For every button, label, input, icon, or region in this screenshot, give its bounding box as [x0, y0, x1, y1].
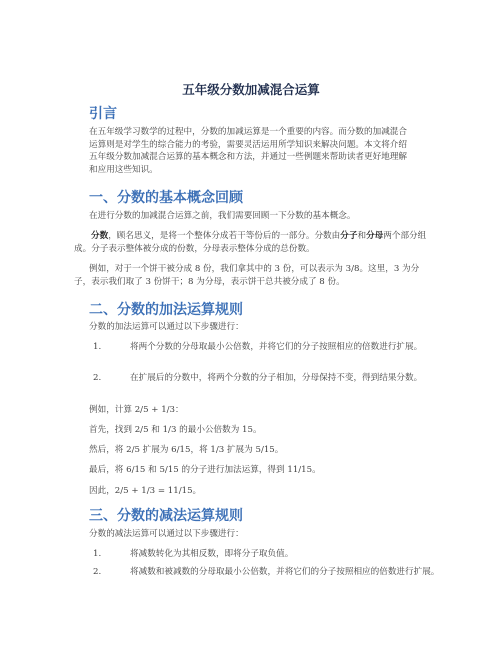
addition-step-1	[89, 341, 463, 354]
addition-example-5: 因此，2/5 + 1/3 = 11/15。	[89, 486, 202, 496]
document-title: 五年级分数加减混合运算	[182, 82, 320, 97]
addition-example-3: 然后，将 2/5 扩展为 6/15，将 1/3 扩展为 5/15。	[89, 445, 284, 455]
subtraction-step-2	[89, 566, 463, 579]
concept-text-and: 和	[357, 231, 367, 241]
step-number: 2.	[93, 373, 102, 383]
step-text: 在扩展后的分数中，将两个分数的分子相加，分母保持不变，得到结果分数。	[130, 373, 423, 383]
term-denominator: 分母	[366, 231, 384, 241]
heading-subtraction: 三、分数的减法运算规则	[89, 508, 243, 524]
step-text: 将减数转化为其相反数，即将分子取负值。	[130, 549, 294, 559]
step-number: 2.	[93, 567, 102, 577]
intro-paragraph: 在五年级学习数学的过程中，分数的加减运算是一个重要的内容。而分数的加减混合运算则是对学生的综合能力的考验，需要灵活运用所学知识来解决问题。本文将介绍五年级分数加减混合运算的基本概念和方法，并通过一些例题来帮助读者更好地理解和应用这些知识。	[89, 127, 407, 175]
heading-addition: 二、分数的加法运算规则	[89, 302, 243, 318]
term-fraction: 分数	[91, 231, 109, 241]
heading-intro: 引言	[89, 106, 117, 122]
term-numerator: 分子	[340, 231, 358, 241]
addition-example-2: 首先，找到 2/5 和 1/3 的最小公倍数为 15。	[89, 425, 262, 435]
addition-intro: 分数的加法运算可以通过以下步骤进行：	[89, 322, 244, 332]
step-number: 1.	[93, 342, 102, 352]
heading-concept: 一、分数的基本概念回顾	[89, 190, 243, 206]
concept-paragraph-3: 例如，对于一个饼干被分成 8 份，我们拿其中的 3 份，可以表示为 3/8。这里，3 为分子，表示我们取了 3 份饼干；8 为分母，表示饼干总共被分成了 8 份。	[74, 264, 420, 287]
step-text: 将减数和被减数的分母取最小公倍数，并将它们的分子按照相应的倍数进行扩展。	[130, 567, 440, 577]
concept-paragraph-1: 在进行分数的加减混合运算之前，我们需要回顾一下分数的基本概念。	[89, 211, 356, 221]
addition-step-2	[89, 372, 463, 385]
step-text: 将两个分数的分母取最小公倍数，并将它们的分子按照相应的倍数进行扩展。	[130, 342, 423, 352]
subtraction-step-1	[89, 548, 463, 561]
step-number: 1.	[93, 549, 102, 559]
concept-text-a: ，顾名思义，是将一个整体分成若干等份后的一部分。分数由	[108, 231, 341, 241]
addition-example-1: 例如，计算 2/5 + 1/3：	[89, 405, 184, 415]
concept-text-b: 两个部分组成。分子表示整体被分成的份数，分母表示整体分成的总份数。	[74, 231, 427, 254]
subtraction-intro: 分数的减法运算可以通过以下步骤进行：	[89, 529, 244, 539]
concept-paragraph-2	[74, 230, 434, 255]
addition-example-4: 最后，将 6/15 和 5/15 的分子进行加法运算，得到 11/15。	[89, 465, 321, 475]
